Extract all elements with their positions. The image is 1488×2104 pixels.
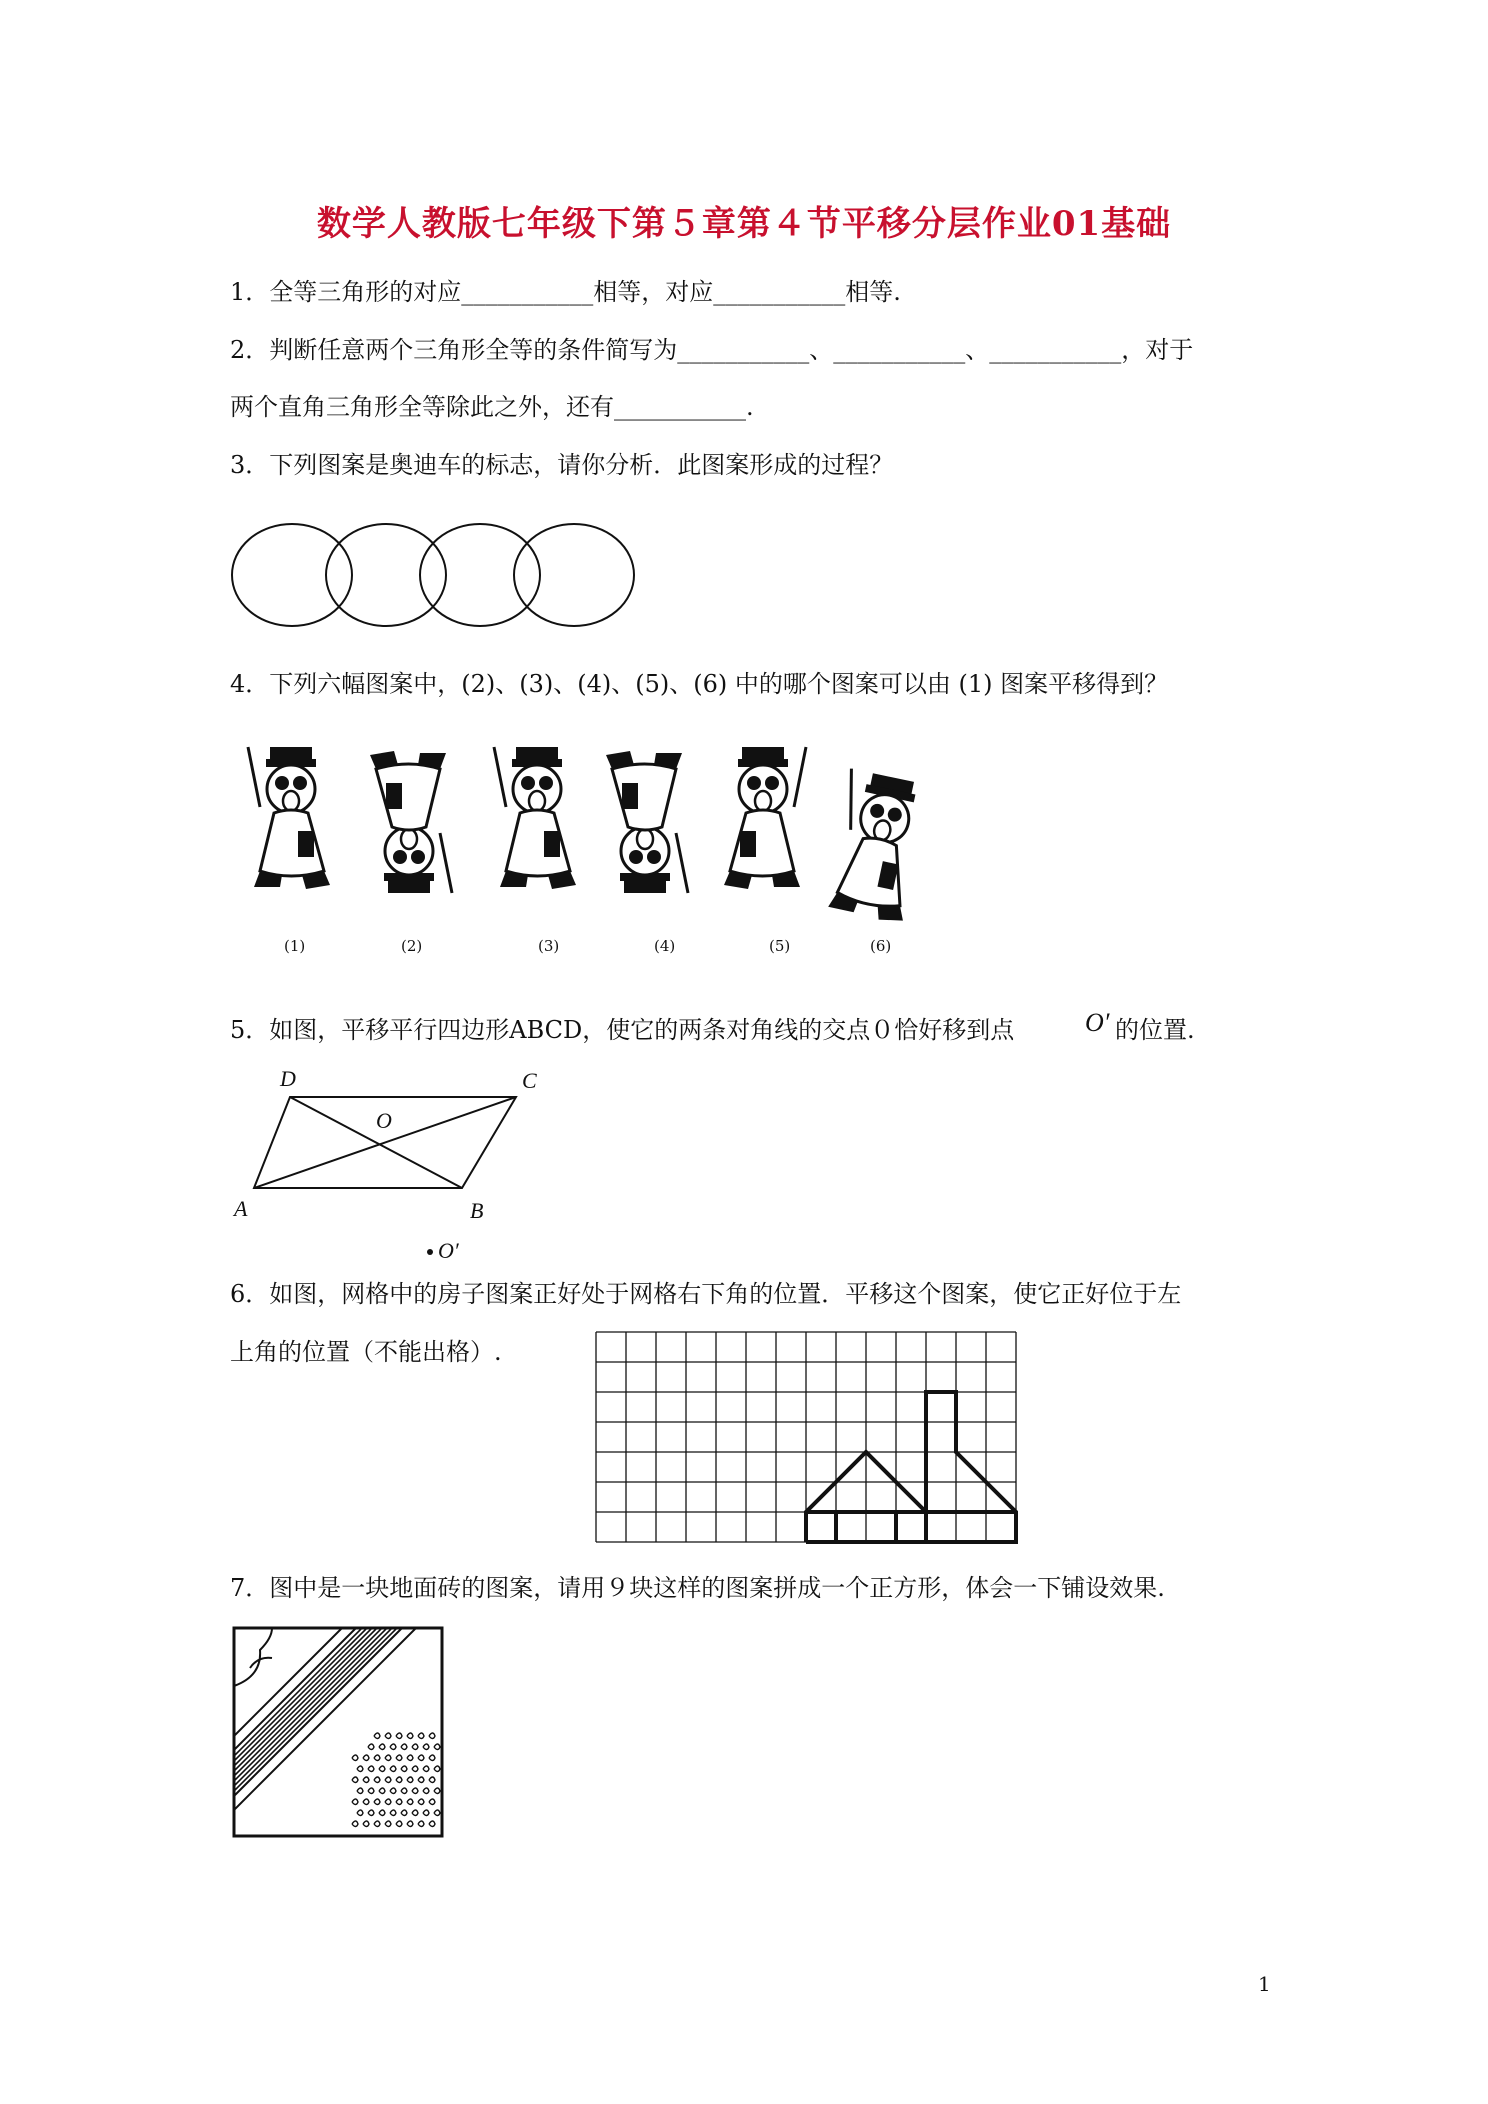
house-outline	[806, 1392, 1016, 1542]
vertex-label-c: C	[522, 1068, 537, 1093]
parallelogram-figure	[230, 1070, 570, 1270]
vertex-label-b: B	[470, 1198, 484, 1223]
question-2-line-2: 两个直角三角形全等除此之外，还有___________.	[230, 393, 754, 421]
question-6-line-1: 6．如图，网格中的房子图案正好处于网格右下角的位置．平移这个图案，使它正好位于左	[230, 1280, 1182, 1308]
caption-6: (6)	[870, 937, 892, 955]
caption-4: (4)	[654, 937, 676, 955]
scholar-figure-1	[248, 747, 330, 889]
question-4: 4．下列六幅图案中，(2)、(3)、(4)、(5)、(6) 中的哪个图案可以由 (1) 图案平移得到？	[230, 670, 1169, 698]
question-6-line-2: 上角的位置（不能出格）.	[230, 1338, 502, 1366]
vertex-label-d: D	[280, 1066, 296, 1091]
question-3: 3．下列图案是奥迪车的标志，请你分析．此图案形成的过程？	[230, 451, 894, 479]
scholar-figure-2	[370, 751, 452, 893]
vertex-label-a: A	[234, 1196, 248, 1221]
scholar-figures-group	[240, 745, 980, 925]
question-2-line-1: 2．判断任意两个三角形全等的条件简写为___________、___________、___________，对于	[230, 336, 1194, 364]
audi-rings-figure	[230, 520, 660, 630]
question-7: 7．图中是一块地面砖的图案，请用９块这样的图案拼成一个正方形，体会一下铺设效果.	[230, 1574, 1165, 1602]
page-title: 数学人教版七年级下第５章第４节平移分层作业01基础	[316, 204, 1172, 244]
floor-tile-figure	[232, 1626, 446, 1840]
scholar-figure-5	[724, 747, 806, 889]
caption-2: (2)	[401, 937, 423, 955]
house-grid-figure	[594, 1328, 1084, 1548]
point-label-o-prime: O′	[438, 1238, 459, 1263]
center-label-o: O	[376, 1108, 392, 1133]
caption-3: (3)	[538, 937, 560, 955]
question-1: 1．全等三角形的对应___________相等，对应___________相等.	[230, 278, 901, 306]
page-number: 1	[1258, 1972, 1271, 1996]
scholar-figure-3	[494, 747, 576, 889]
question-5-end: 的位置.	[1115, 1016, 1195, 1044]
point-o-prime-label: O′	[1085, 1008, 1110, 1037]
scholar-figure-6	[822, 769, 932, 925]
question-5: 5．如图，平移平行四边形ABCD，使它的两条对角线的交点０恰好移到点	[230, 1016, 1015, 1044]
scholar-figure-4	[606, 751, 688, 893]
caption-5: (5)	[769, 937, 791, 955]
caption-1: (1)	[284, 937, 306, 955]
